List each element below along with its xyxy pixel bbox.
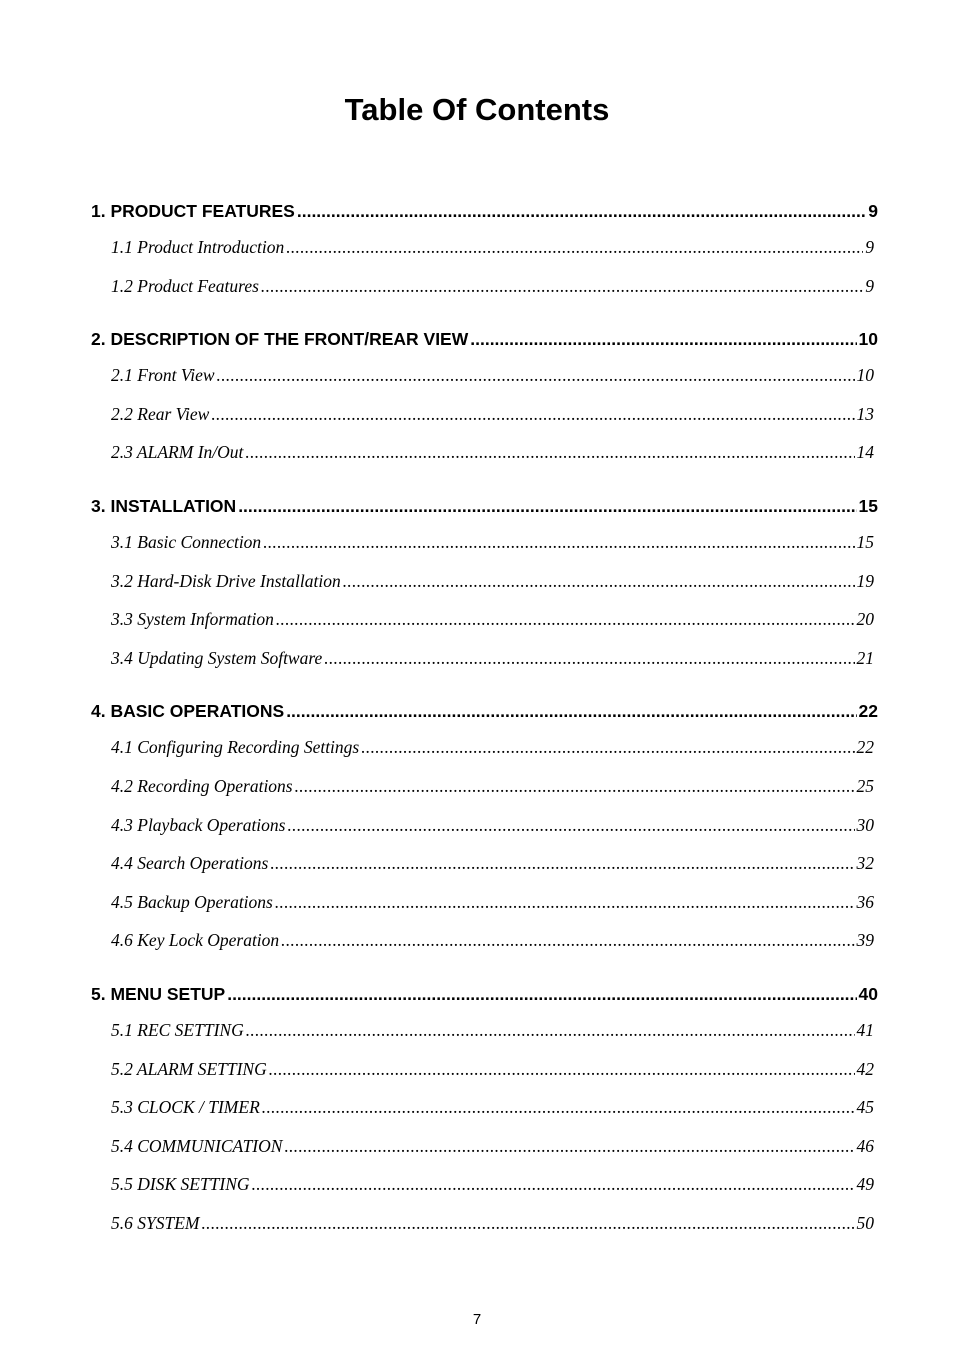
toc-entry-product-introduction[interactable]	[91, 228, 878, 267]
toc-entry-label: 2.1 Front View	[111, 365, 215, 386]
dot-leader	[286, 694, 856, 728]
toc-entry-updating-software[interactable]	[91, 639, 878, 678]
toc-entry-disk-setting[interactable]	[91, 1165, 878, 1204]
toc-entry-configuring-recording[interactable]	[91, 728, 878, 767]
toc-entry-label: 2.2 Rear View	[111, 403, 210, 424]
toc-entry-installation[interactable]	[91, 489, 878, 523]
toc-entry-label: 5.6 SYSTEM	[111, 1212, 200, 1233]
toc-entry-hdd-installation[interactable]	[91, 562, 878, 601]
toc-entry-label: 4.2 Recording Operations	[111, 775, 293, 796]
toc-entry-page: 15	[856, 531, 874, 552]
toc-entry-page: 42	[856, 1058, 874, 1079]
toc-entry-product-features[interactable]	[91, 194, 878, 228]
dot-leader	[261, 267, 863, 306]
toc-entry-page: 30	[856, 814, 874, 835]
toc-section-5	[91, 977, 878, 1243]
toc-entry-page: 49	[856, 1174, 874, 1195]
toc-entry-label: 1.2 Product Features	[111, 275, 259, 296]
toc-entry-front-view[interactable]	[91, 356, 878, 395]
toc-entry-label: 4.6 Key Lock Operation	[111, 930, 280, 951]
toc-entry-playback-operations[interactable]	[91, 806, 878, 845]
toc-entry-label: 5.5 DISK SETTING	[111, 1174, 250, 1195]
toc-entry-key-lock-operation[interactable]	[91, 921, 878, 960]
toc-entry-label: 2.3 ALARM In/Out	[111, 442, 244, 463]
toc-entry-label: 5.3 CLOCK / TIMER	[111, 1097, 260, 1118]
toc-entry-page: 19	[856, 570, 874, 591]
dot-leader	[281, 921, 854, 960]
table-of-contents	[91, 194, 878, 1259]
toc-entry-page: 25	[856, 775, 874, 796]
dot-leader	[245, 433, 854, 472]
dot-leader	[246, 1011, 855, 1050]
toc-entry-rec-setting[interactable]	[91, 1011, 878, 1050]
dot-leader	[276, 600, 855, 639]
dot-leader	[238, 489, 856, 523]
dot-leader	[263, 523, 854, 562]
toc-entry-front-rear-view[interactable]	[91, 322, 878, 356]
toc-entry-system-information[interactable]	[91, 600, 878, 639]
toc-entry-label: 4.1 Configuring Recording Settings	[111, 737, 360, 758]
dot-leader	[470, 322, 856, 356]
toc-entry-label: 4.5 Backup Operations	[111, 891, 273, 912]
toc-section-3	[91, 489, 878, 677]
toc-entry-page: 10	[856, 365, 874, 386]
dot-leader	[252, 1165, 855, 1204]
dot-leader	[227, 977, 856, 1011]
toc-entry-page: 22	[856, 737, 874, 758]
toc-entry-page: 46	[856, 1135, 874, 1156]
dot-leader	[286, 228, 863, 267]
toc-entry-page: 14	[856, 442, 874, 463]
toc-entry-label: 1. PRODUCT FEATURES	[91, 201, 295, 221]
toc-entry-clock-timer[interactable]	[91, 1088, 878, 1127]
dot-leader	[295, 767, 855, 806]
toc-entry-label: 4. BASIC OPERATIONS	[91, 701, 285, 722]
dot-leader	[297, 194, 866, 228]
dot-leader	[269, 1050, 855, 1089]
toc-entry-label: 3.1 Basic Connection	[111, 531, 262, 552]
toc-entry-label: 5.1 REC SETTING	[111, 1019, 244, 1040]
dot-leader	[324, 639, 854, 678]
toc-entry-page: 22	[858, 701, 878, 722]
toc-entry-rear-view[interactable]	[91, 395, 878, 434]
dot-leader	[361, 728, 854, 767]
toc-entry-basic-connection[interactable]	[91, 523, 878, 562]
toc-entry-page: 13	[856, 403, 874, 424]
dot-leader	[201, 1204, 854, 1243]
toc-entry-page: 9	[865, 275, 874, 296]
toc-entry-alarm-setting[interactable]	[91, 1050, 878, 1089]
toc-entry-label: 1.1 Product Introduction	[111, 237, 285, 257]
dot-leader	[287, 806, 854, 845]
toc-entry-label: 3. INSTALLATION	[91, 495, 237, 516]
toc-section-2	[91, 322, 878, 472]
toc-entry-page: 21	[856, 647, 874, 668]
dot-leader	[284, 1127, 854, 1166]
toc-entry-label: 2. DESCRIPTION OF THE FRONT/REAR VIEW	[91, 329, 469, 350]
toc-entry-label: 3.2 Hard-Disk Drive Installation	[111, 570, 341, 591]
toc-entry-label: 4.3 Playback Operations	[111, 814, 286, 835]
toc-entry-page: 15	[858, 495, 878, 516]
dot-leader	[217, 356, 855, 395]
dot-leader	[275, 883, 855, 922]
toc-entry-page: 50	[856, 1212, 874, 1233]
toc-entry-label: 3.3 System Information	[111, 609, 274, 630]
toc-entry-label: 4.4 Search Operations	[111, 853, 269, 874]
toc-entry-page: 39	[856, 930, 874, 951]
toc-entry-page: 9	[865, 237, 874, 257]
toc-entry-basic-operations[interactable]	[91, 694, 878, 728]
toc-entry-page: 32	[856, 853, 874, 874]
toc-entry-page: 45	[856, 1097, 874, 1118]
toc-entry-page: 10	[858, 329, 878, 350]
toc-entry-page: 41	[856, 1019, 874, 1040]
toc-entry-system[interactable]	[91, 1204, 878, 1243]
toc-entry-label: 5.2 ALARM SETTING	[111, 1058, 267, 1079]
toc-entry-label: 3.4 Updating System Software	[111, 647, 323, 668]
toc-entry-communication[interactable]	[91, 1127, 878, 1166]
toc-entry-recording-operations[interactable]	[91, 767, 878, 806]
toc-entry-label: 5.4 COMMUNICATION	[111, 1135, 283, 1156]
dot-leader	[211, 395, 854, 434]
toc-entry-product-features-sub[interactable]	[91, 267, 878, 306]
dot-leader	[343, 562, 855, 601]
dot-leader	[270, 844, 854, 883]
toc-entry-page: 20	[856, 609, 874, 630]
toc-entry-page: 36	[856, 891, 874, 912]
dot-leader	[262, 1088, 855, 1127]
toc-entry-page: 40	[858, 983, 878, 1004]
page-title: Table Of Contents	[344, 92, 610, 127]
toc-section-1	[91, 194, 878, 305]
toc-entry-page: 9	[868, 201, 878, 221]
toc-section-4	[91, 694, 878, 960]
toc-entry-backup-operations[interactable]	[91, 883, 878, 922]
toc-entry-alarm-in-out[interactable]	[91, 433, 878, 472]
page-number: 7	[472, 1311, 482, 1328]
toc-entry-menu-setup[interactable]	[91, 977, 878, 1011]
toc-entry-search-operations[interactable]	[91, 844, 878, 883]
toc-entry-label: 5. MENU SETUP	[91, 983, 226, 1004]
